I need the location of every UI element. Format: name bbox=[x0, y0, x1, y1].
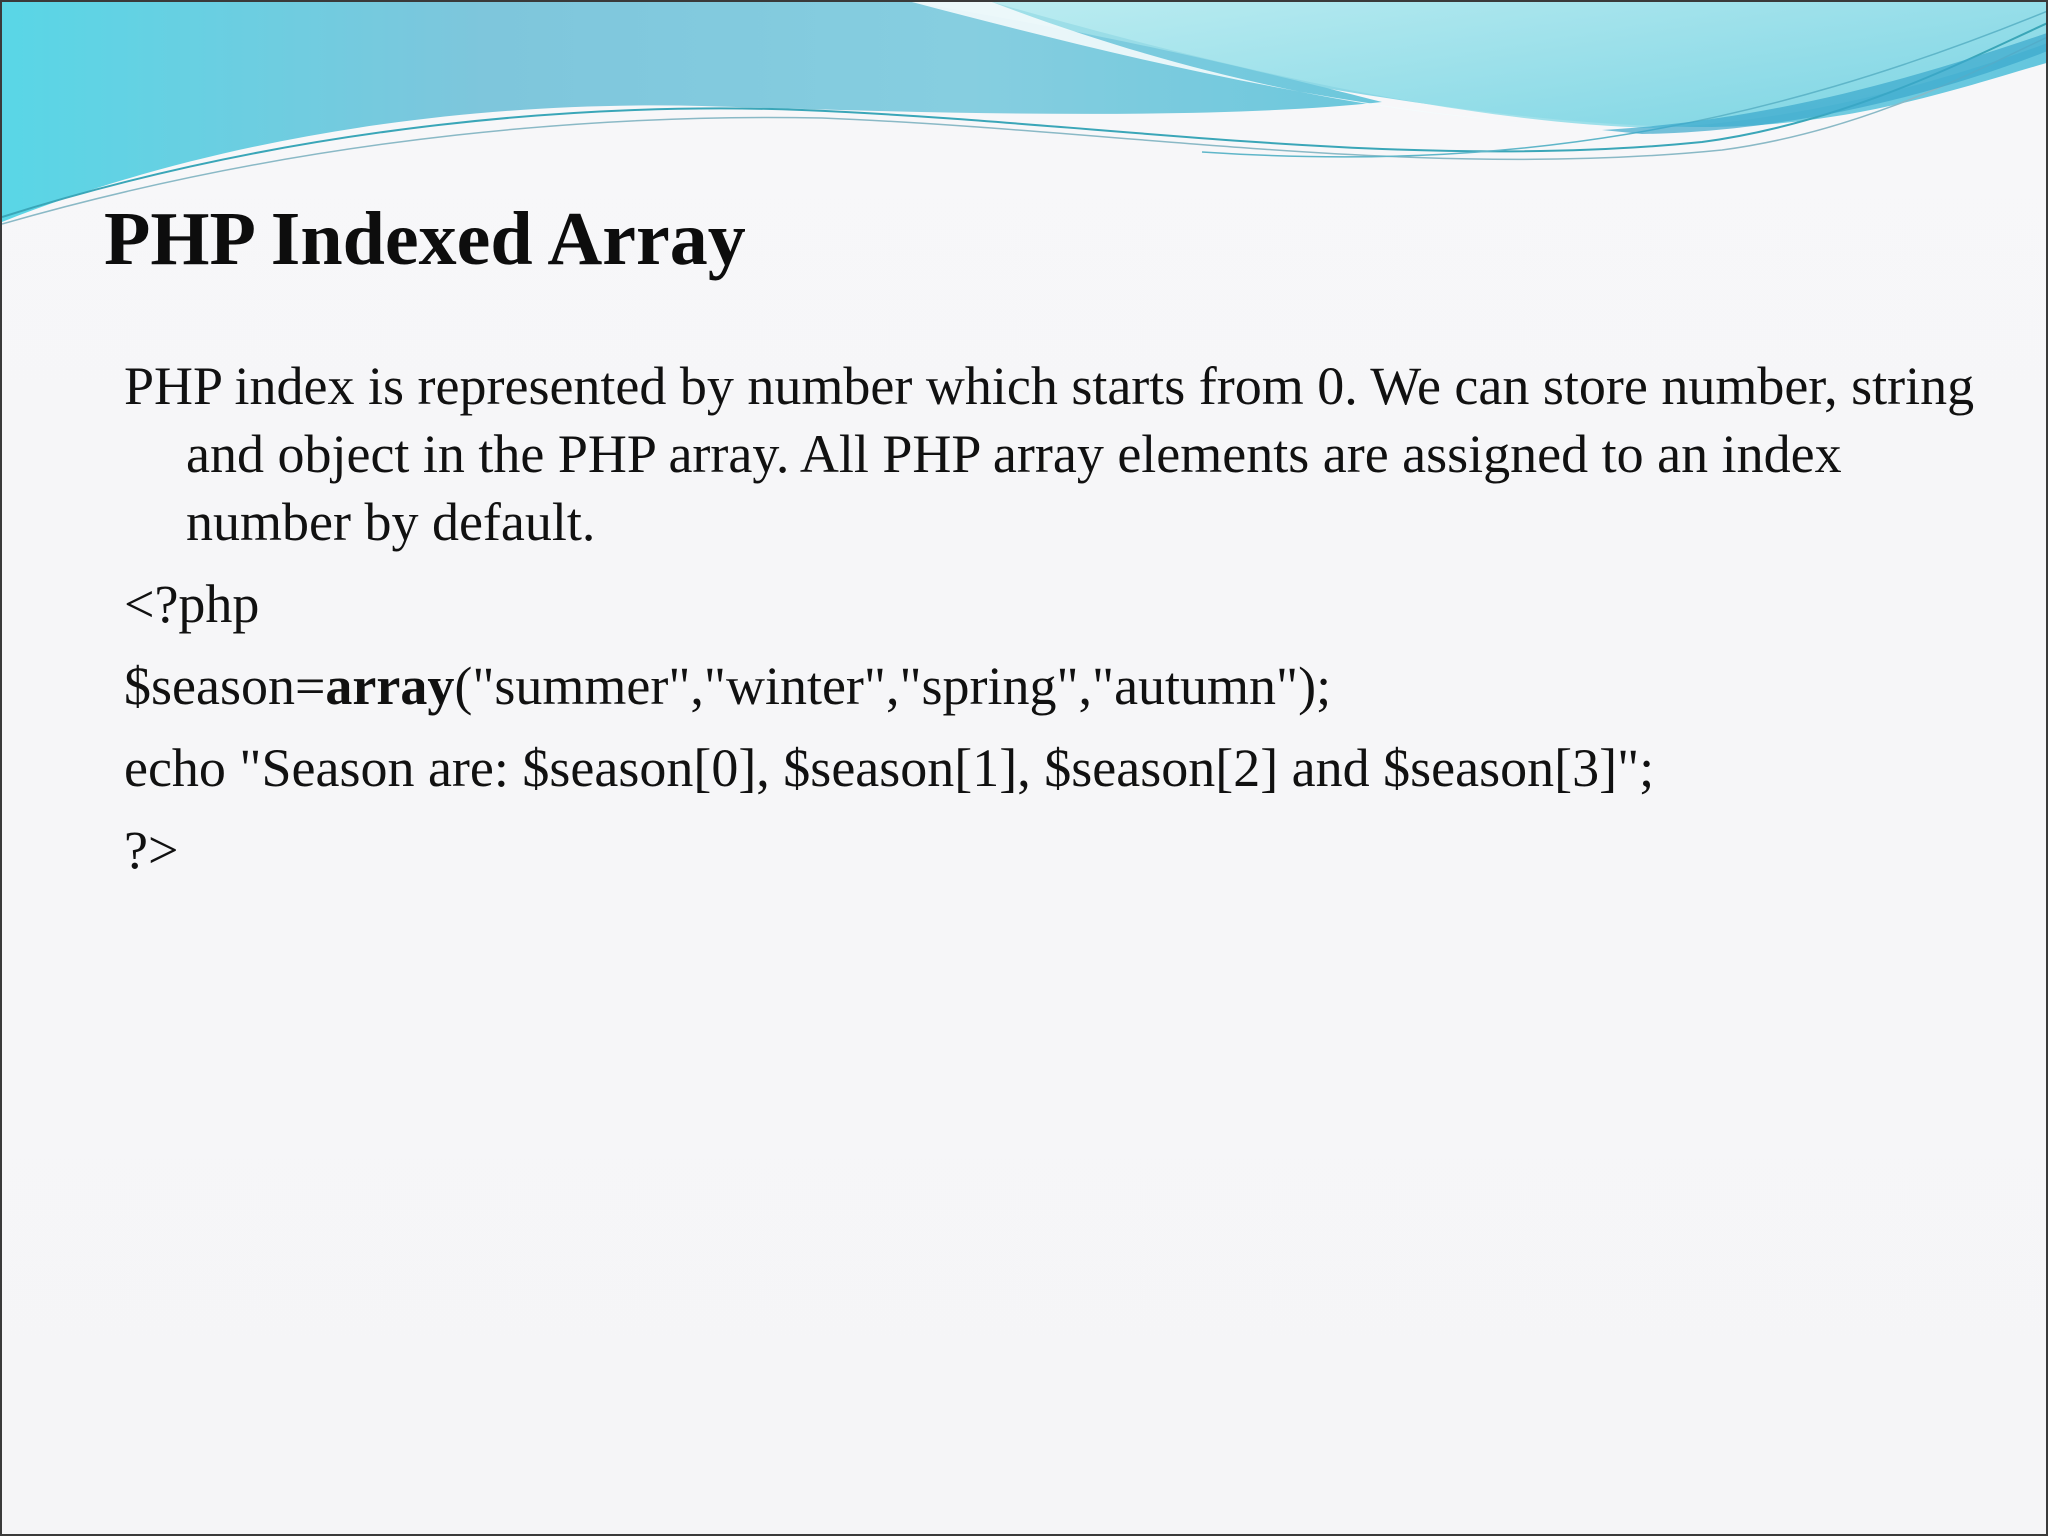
code-open-tag: <?php bbox=[124, 574, 260, 634]
code-array-assignment bbox=[124, 652, 2004, 720]
description-paragraph: PHP index is represented by number which starts from 0. We can store number, string and object in the PHP array. All PHP array elements are assigned to an index number by default. bbox=[124, 356, 1975, 552]
slide-body bbox=[124, 352, 2004, 884]
code-array-keyword: array bbox=[325, 656, 455, 716]
code-assign-suffix: ("summer","winter","spring","autumn"); bbox=[454, 656, 1332, 716]
code-echo-line: echo "Season are: $season[0], $season[1], $season[2] and $season[3]"; bbox=[124, 738, 1655, 798]
code-close-tag: ?> bbox=[124, 820, 179, 880]
code-assign-prefix: $season= bbox=[124, 656, 326, 716]
slide-title: PHP Indexed Array bbox=[104, 197, 746, 281]
